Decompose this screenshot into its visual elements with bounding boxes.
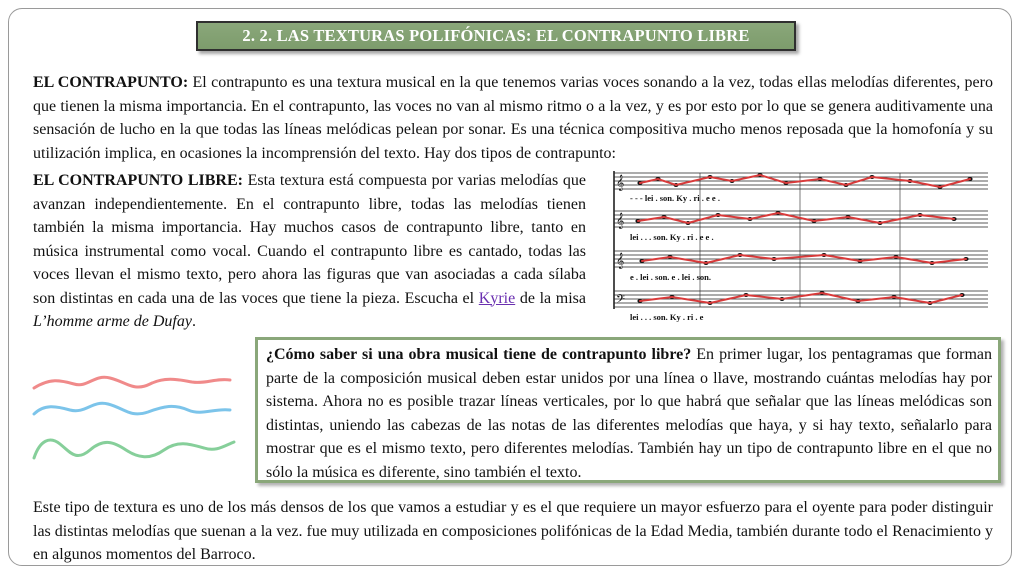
kyrie-link[interactable]: Kyrie (478, 289, 516, 307)
libre-text: Esta textura está compuesta por varias melodías que avanzan independientemente. En el contrapunto libre, todas las melodías tienen también la misma importancia. Hay muchos casos de contrapunto libre, tanto en música instrumental como vocal. Cuando el contrapunto libre es cantado, todas las voces llevan el mismo texto, pero ahora las figuras que van asociadas a cada sílaba son distintas en cada una de las voces que tiene la pieza. Escucha el (33, 172, 586, 307)
svg-text:𝄞: 𝄞 (616, 253, 625, 269)
libre-term: EL CONTRAPUNTO LIBRE: (33, 172, 243, 189)
melody-lines-illustration (30, 370, 240, 470)
score-lyric-1: - - - lei . son. Ky . ri . e e . (630, 193, 720, 203)
score-lyric-2: lei . . . son. Ky . ri . e e . (630, 232, 714, 242)
libre-end: . (191, 313, 196, 330)
score-image (610, 165, 990, 325)
green-melody-line (34, 440, 234, 458)
polyphonic-score-illustration (610, 165, 990, 325)
score-lyric-3: e . lei . son. e . lei . son. (630, 272, 711, 282)
svg-text:𝄢: 𝄢 (616, 293, 626, 309)
question-box (255, 337, 1001, 483)
question-heading: ¿Cómo saber si una obra musical tiene de contrapunto libre? (266, 346, 692, 363)
question-text: En primer lugar, los pentagramas que forman parte de la composición musical deben estar unidos por una línea o llave, mostrando cuántas melodías hay por sistema. Ahora no es posible trazar líneas verticales, por lo que habrá que señalar que las líneas melódicas son distintas, uniendo las cabezas de las notas de las diferentes melodías que haya, y si hay texto, señalarlo para mostrar que es el mismo texto, pero diferentes melodías. También hay un tipo de contrapunto libre en el que no sólo la música es diferente, sino también el texto. (266, 346, 992, 481)
slide-title-text: 2. 2. LAS TEXTURAS POLIFÓNICAS: EL CONTRAPUNTO LIBRE (242, 26, 750, 45)
svg-text:𝄞: 𝄞 (616, 213, 625, 229)
blue-melody-line (34, 403, 230, 414)
libre-text-after: de la misa (515, 289, 587, 307)
question-paragraph (266, 343, 992, 484)
intro-text: El contrapunto es una textura musical en la que tenemos varias voces sonando a la vez, todas ellas melodías diferentes, pero que tienen la misma importancia. En el contrapunto, las voces no van al mismo ritmo o a la vez, y es por esto por lo que se genera auditivamente una sensación de lucho en la que todas las líneas melódicas pelean por sonar. Es una técnica compositiva mucho menos reposada que la homofonía y su utilización implica, en ocasiones la incomprensión del texto. Hay dos tipos de contrapunto: (33, 74, 993, 162)
work-title: L’homme arme de Dufay (33, 313, 192, 330)
red-melody-line (34, 377, 230, 388)
closing-paragraph: Este tipo de textura es uno de los más densos de los que vamos a estudiar y es el que requiere un mayor esfuerzo para el oyente para poder distinguir las distintas melodías que suenan a la vez. fue muy utilizada en composiciones polifónicas de la Edad Media, también durante todo el Renacimiento y en algunos momentos del Barroco. (33, 499, 993, 563)
contrapunto-libre-paragraph (33, 169, 586, 334)
intro-paragraph (33, 71, 993, 165)
svg-text:𝄞: 𝄞 (616, 175, 625, 191)
intro-term: EL CONTRAPUNTO: (33, 74, 189, 91)
slide-title (196, 21, 796, 51)
score-lyric-4: lei . . . son. Ky . ri . e (630, 312, 704, 322)
